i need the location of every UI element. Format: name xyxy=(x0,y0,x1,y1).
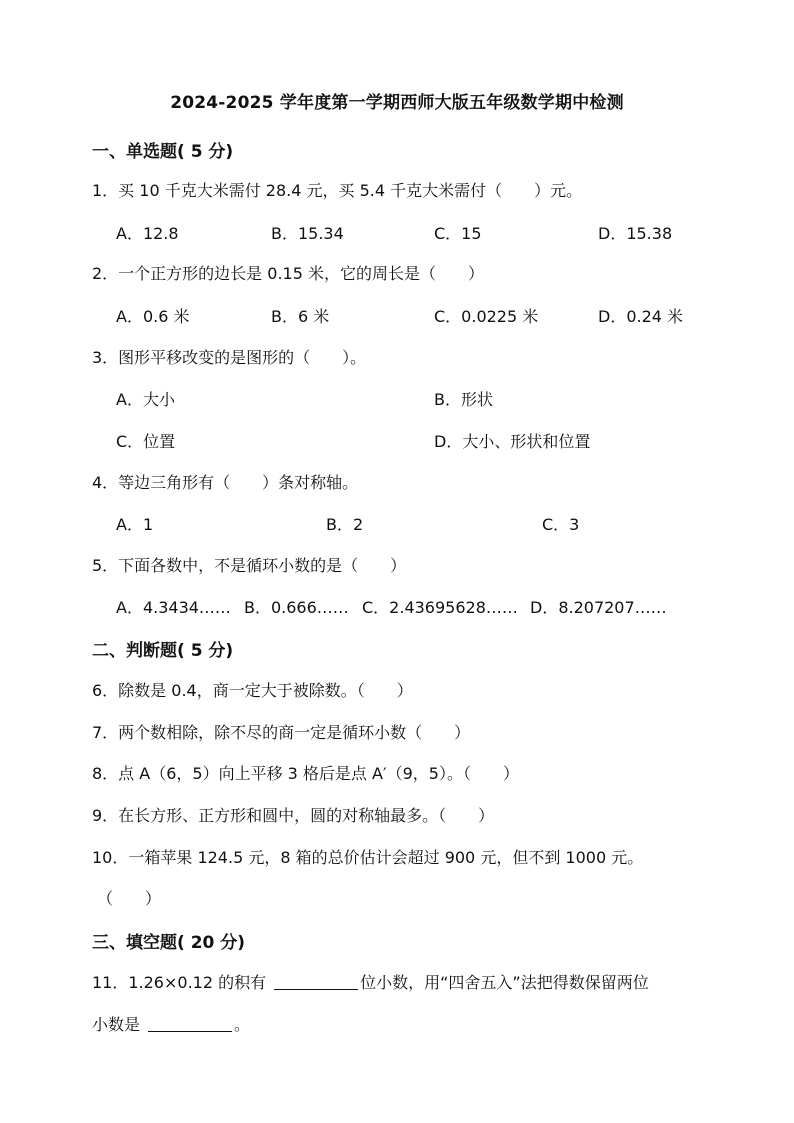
question-1-option-c: C．15 xyxy=(434,224,482,243)
question-3: 3．图形平移改变的是图形的（ ）。 xyxy=(92,348,367,367)
question-2-option-b: B．6 米 xyxy=(271,307,330,326)
question-4-option-b: B．2 xyxy=(326,515,364,534)
question-1-option-b: B．15.34 xyxy=(271,224,344,243)
question-11-line-2 xyxy=(92,1012,250,1035)
question-10: 10．一箱苹果 124.5 元，8 箱的总价估计会超过 900 元，但不到 1000 元。 xyxy=(92,848,644,867)
question-3-option-b: B．形状 xyxy=(434,390,493,409)
question-5-option-b: B．0.666…… xyxy=(244,598,349,617)
question-4-option-a: A．1 xyxy=(116,515,154,534)
question-11-text-a: 11．1.26×0.12 的积有 xyxy=(92,973,267,992)
question-1-option-a: A．12.8 xyxy=(116,224,179,243)
question-2-option-a: A．0.6 米 xyxy=(116,307,190,326)
question-11-text-b: 位小数，用“四舍五入”法把得数保留两位 xyxy=(360,973,649,992)
question-11-blank-2[interactable] xyxy=(148,1015,232,1032)
question-9: 9．在长方形、正方形和圆中，圆的对称轴最多。（ ） xyxy=(92,806,495,825)
question-7: 7．两个数相除，除不尽的商一定是循环小数（ ） xyxy=(92,723,471,742)
question-5-option-c: C．2.43695628…… xyxy=(362,598,518,617)
question-3-option-d: D．大小、形状和位置 xyxy=(434,432,591,451)
question-3-option-c: C．位置 xyxy=(116,432,176,451)
question-2-option-c: C．0.0225 米 xyxy=(434,307,539,326)
question-6: 6．除数是 0.4，商一定大于被除数。（ ） xyxy=(92,681,413,700)
question-1: 1．买 10 千克大米需付 28.4 元，买 5.4 千克大米需付（ ）元。 xyxy=(92,181,583,200)
question-11-blank-1[interactable] xyxy=(274,973,358,990)
question-11-line-1 xyxy=(92,970,649,993)
question-11-text-c: 小数是 xyxy=(92,1015,141,1034)
question-10-answer-paren: （ ） xyxy=(97,889,162,908)
question-2: 2．一个正方形的边长是 0.15 米，它的周长是（ ） xyxy=(92,264,484,283)
question-8: 8．点 A（6，5）向上平移 3 格后是点 A′（9，5）。（ ） xyxy=(92,764,519,783)
page-title: 2024-2025 学年度第一学期西师大版五年级数学期中检测 xyxy=(170,93,624,113)
question-3-option-a: A．大小 xyxy=(116,390,175,409)
question-5-option-a: A．4.3434…… xyxy=(116,598,231,617)
question-5: 5．下面各数中，不是循环小数的是（ ） xyxy=(92,556,407,575)
question-5-option-d: D．8.207207…… xyxy=(530,598,667,617)
section-heading-true-false: 二、判断题( 5 分) xyxy=(92,641,234,661)
question-4-option-c: C．3 xyxy=(542,515,580,534)
question-2-option-d: D．0.24 米 xyxy=(598,307,684,326)
question-4: 4．等边三角形有（ ）条对称轴。 xyxy=(92,473,359,492)
section-heading-single-choice: 一、单选题( 5 分) xyxy=(92,142,234,162)
section-heading-fill-in: 三、填空题( 20 分) xyxy=(92,933,246,953)
question-1-option-d: D．15.38 xyxy=(598,224,673,243)
question-11-text-d: 。 xyxy=(234,1015,251,1034)
